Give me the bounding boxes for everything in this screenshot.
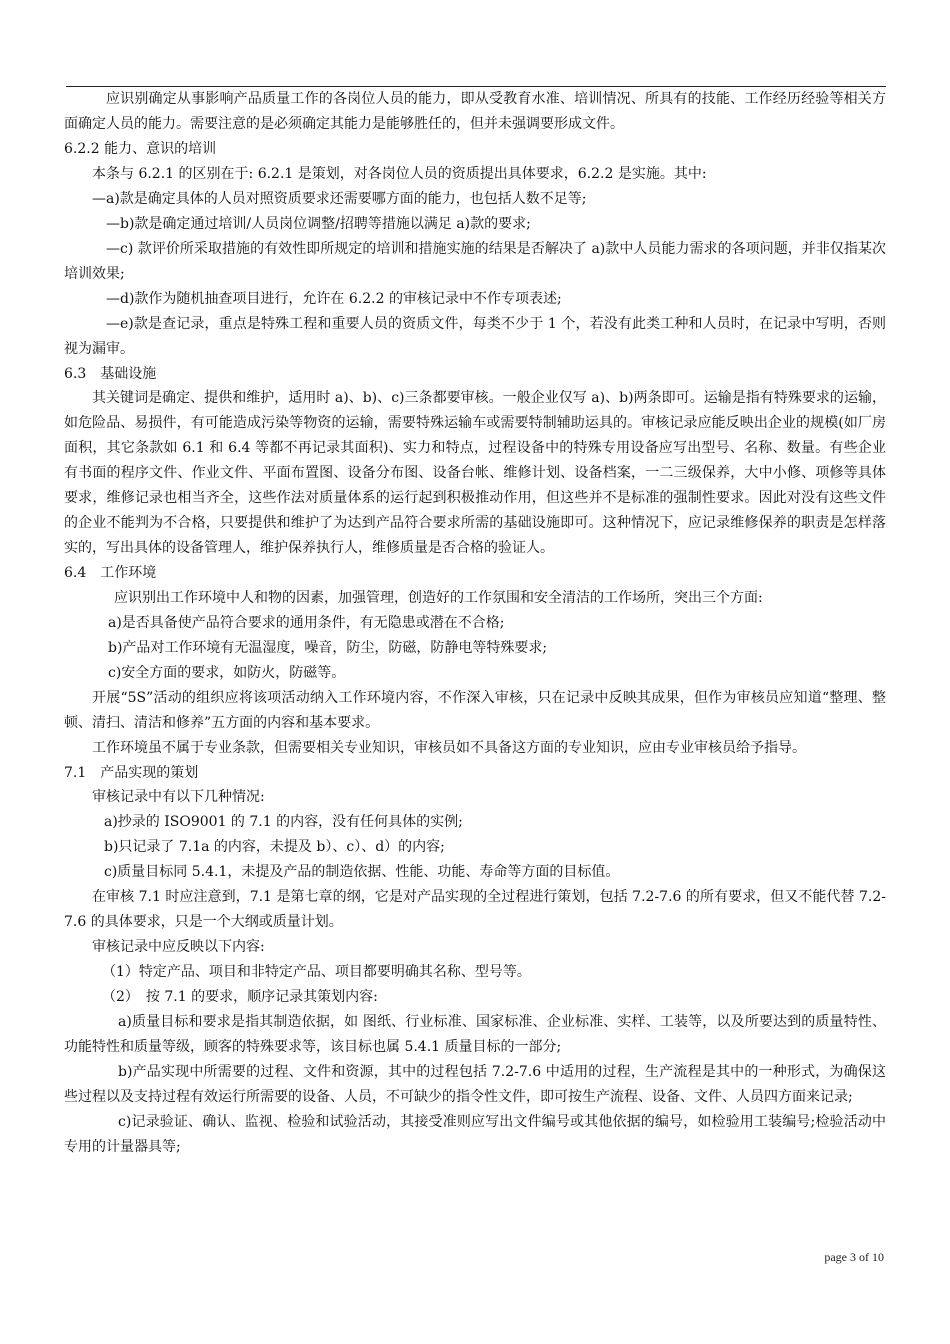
paragraph-audit-record-intro: 审核记录中应反映以下内容:: [92, 939, 265, 955]
paragraph-work-environment-note: 工作环境虽不属于专业条款，但需要相关专业知识，审核员如不具备这方面的专业知识，应由专业审核员给予指导。: [92, 739, 806, 756]
section-heading-6-2-2: 6.2.2 能力、意识的培训: [64, 141, 217, 157]
sub-item-a: a)质量目标和要求是指其制造依据，如 图纸、行业标准、国家标准、企业标准、实样、工装等，以及所要达到的质量特性、功能特性和质量等级，顾客的特殊要求等，该目标也属 5.4.1 质量目标的一部分;: [64, 1014, 886, 1055]
document-body: [64, 87, 886, 1160]
list-item-env-c: c)安全方面的要求，如防火，防磁等。: [108, 664, 346, 681]
list-item-env-b: b)产品对工作环境有无温湿度，噪音，防尘，防磁，防静电等特殊要求;: [108, 639, 548, 656]
list-item-2: （2） 按 7.1 的要求，顺序记录其策划内容:: [102, 989, 378, 1005]
list-item-1: （1）特定产品、项目和非特定产品、项目都要明确其名称、型号等。: [102, 964, 531, 980]
list-item-env-a: a)是否具备使产品符合要求的通用条件，有无隐患或潜在不合格;: [108, 614, 505, 631]
list-item-case-b: b)只记录了 7.1a 的内容，未提及 b）、c）、d）的内容;: [104, 839, 445, 855]
list-item-e: —e)款是查记录，重点是特殊工程和重要人员的资质文件，每类不少于 1 个，若没有此类工种和人员时，在记录中写明，否则视为漏审。: [64, 315, 886, 357]
section-heading-6-4: 6.4 工作环境: [64, 565, 157, 581]
sub-item-c: c)记录验证、确认、监视、检验和试验活动，其接受准则应写出文件编号或其他依据的编号，如检验用工装编号;检验活动中专用的计量器具等;: [64, 1114, 886, 1155]
list-item-b: —b)款是确定通过培训/人员岗位调整/招聘等措施以满足 a)款的要求;: [106, 215, 531, 232]
paragraph-5s: 开展“5S”活动的组织应将该项活动纳入工作环境内容，不作深入审核，只在记录中反映其成果，但作为审核员应知道“整理、整顿、清扫、清洁和修养”五方面的内容和基本要求。: [64, 689, 886, 731]
list-item-case-a: a)抄录的 ISO9001 的 7.1 的内容，没有任何具体的实例;: [104, 814, 463, 830]
paragraph-6-2-2-intro: 本条与 6.2.1 的区别在于: 6.2.1 是策划，对各岗位人员的资质提出具体要求，6.2.2 是实施。其中:: [92, 165, 707, 182]
paragraph-6-2-1-summary: 应识别确定从事影响产品质量工作的各岗位人员的能力，即从受教育水准、培训情况、所具有的技能、工作经历经验等相关方面确定人员的能力。需要注意的是必须确定其能力是能够胜任的，但并未强调要形成文件。: [64, 91, 886, 132]
list-item-d: —d)款作为随机抽查项目进行，允许在 6.2.2 的审核记录中不作专项表述;: [106, 290, 562, 307]
paragraph-audit-cases-intro: 审核记录中有以下几种情况:: [92, 789, 265, 805]
section-heading-7-1: 7.1 产品实现的策划: [64, 764, 199, 781]
list-item-case-c: c)质量目标同 5.4.1，未提及产品的制造依据、性能、功能、寿命等方面的目标值。: [104, 864, 620, 880]
section-heading-6-3: 6.3 基础设施: [64, 365, 157, 382]
paragraph-work-environment-intro: 应识别出工作环境中人和物的因素，加强管理，创造好的工作氛围和安全清洁的工作场所，突出三个方面:: [114, 589, 763, 606]
paragraph-infrastructure: 其关键词是确定、提供和维护，适用时 a)、b)、c)三条都要审核。一般企业仅写 a)、b)两条即可。运输是指有特殊要求的运输，如危险品、易损件，有可能造成污染等物资的运输，需要特殊运输车或需要特制辅助运具的。审核记录应能反映出企业的规模(如厂房面积，其它条款如 6.1 和 6.4 等都不再记录其面积)、实力和特点，过程设备中的特殊专用设备应写出型号、名称、数量。有些企业有书面的程序文件、作业文件、平面布置图、设备分布图、设备台帐、维修计划、设备档案，一二三级保养，大中小修、项修等具体要求，维修记录也相当齐全，这些作法对质量体系的运行起到积极推动作用，但这些并不是标准的强制性要求。因此对没有这些文件的企业不能判为不合格，只要提供和维护了为达到产品符合要求所需的基础设施即可。这种情况下，应记录维修保养的职责是怎样落实的，写出具体的设备管理人，维护保养执行人，维修质量是否合格的验证人。: [64, 390, 886, 556]
list-item-a: —a)款是确定具体的人员对照资质要求还需要哪方面的能力，也包括人数不足等;: [92, 190, 587, 207]
sub-item-b: b)产品实现中所需要的过程、文件和资源，其中的过程包括 7.2-7.6 中适用的过程，生产流程是其中的一种形式，为确保这些过程以及支持过程有效运行所需要的设备、人员，不可缺少的指令性文件，即可按生产流程、设备、文件、人员四方面来记录;: [64, 1064, 886, 1105]
paragraph-7-1-note: 在审核 7.1 时应注意到，7.1 是第七章的纲，它是对产品实现的全过程进行策划，包括 7.2-7.6 的所有要求，但又不能代替 7.2-7.6 的具体要求，只是一个大纲或质量计划。: [64, 889, 886, 930]
list-item-c: —c) 款评价所采取措施的有效性即所规定的培训和措施实施的结果是否解决了 a)款中人员能力需求的各项问题，并非仅指某次培训效果;: [64, 240, 886, 282]
page-number: page 3 of 10: [824, 1250, 884, 1264]
